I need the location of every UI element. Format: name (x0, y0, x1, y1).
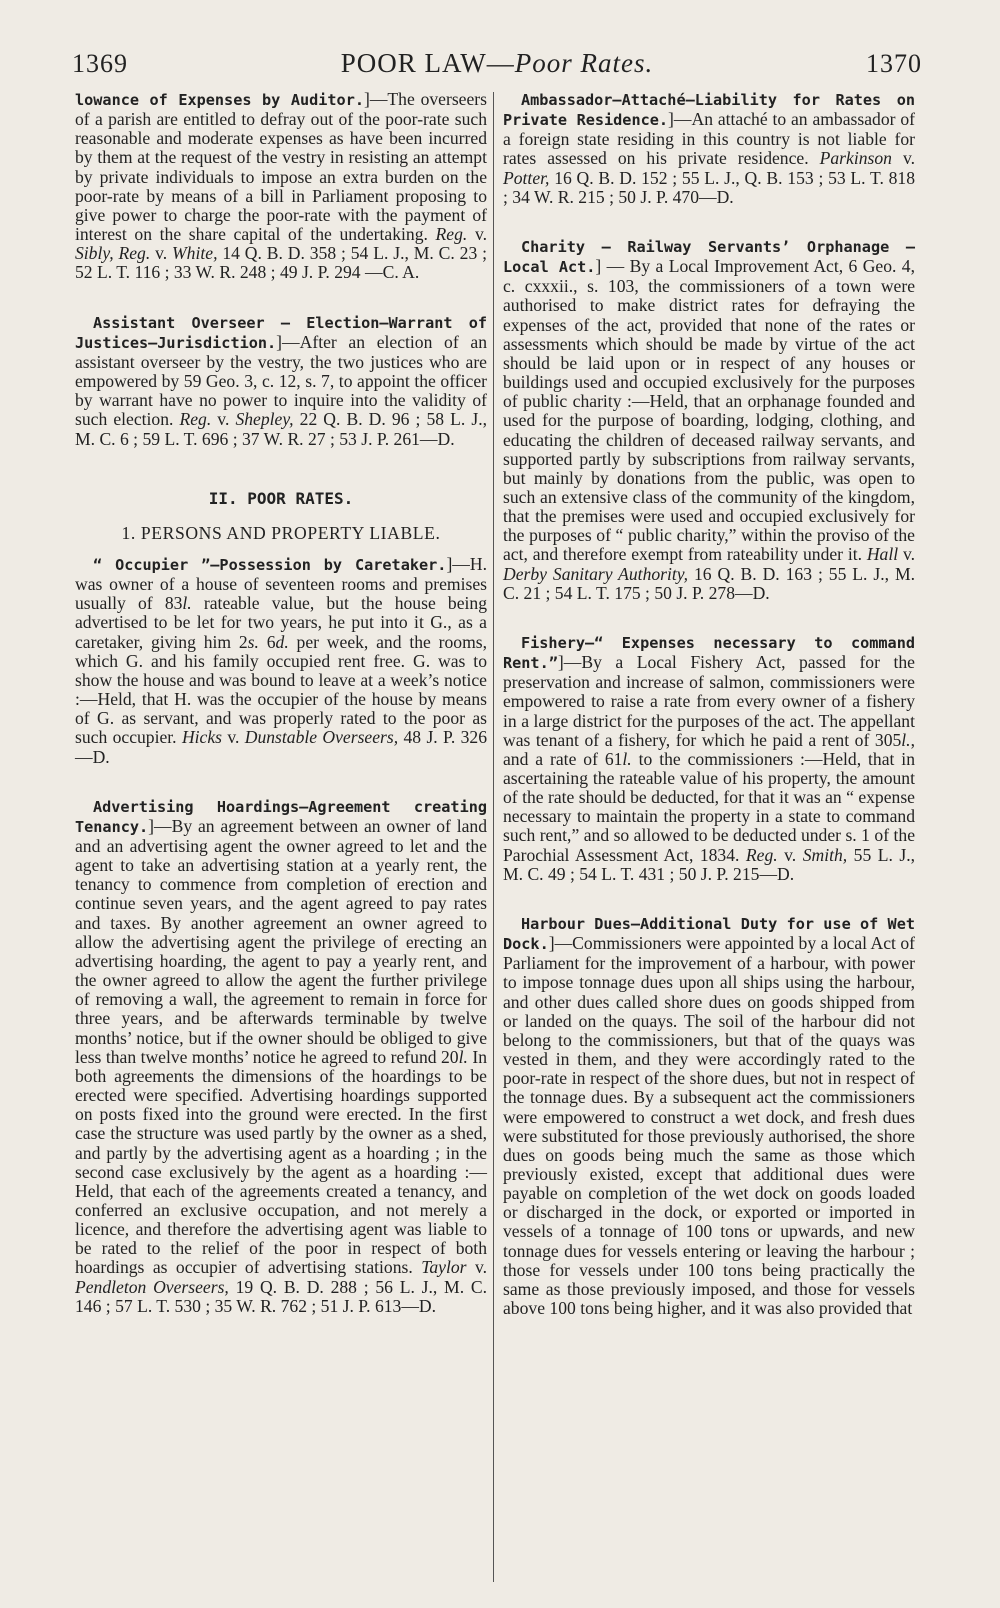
entry-text: Assistant Overseer — Election—Warrant of Justices—Jurisdiction.]—After an election of an assistant overseer by the vestry, the two justices who are empowered by 59 Geo. 3, c. 12, s. 7, to appoint the officer by warrant have no power to inquire into the validity of such election. Reg. v. Shepley, 22 Q. B. D. 96 ; 58 L. J., M. C. 6 ; 59 L. T. 696 ; 37 W. R. 27 ; 53 J. P. 261—D. (75, 313, 487, 449)
citation: 48 J. P. 326—D. (75, 727, 487, 767)
section-heading: II. POOR RATES. (208, 488, 354, 508)
entry-heading: Charity — Railway Servants’ Orphanage — Local Act. (503, 237, 915, 277)
entry-fishery (503, 633, 915, 884)
entry-occupier-caretaker (75, 555, 487, 767)
entry-heading: Advertising Hoardings—Agreement creating Tenancy. (75, 797, 487, 836)
entry-text: lowance of Expenses by Auditor.]—The overseers of a parish are entitled to defray out of the poor-rate such reasonable and moderate expenses as have been incurred by them at the request of the vestry in resisting an attempt by private individuals to impose an extra burden on the poor-rate by means of a bill in Parliament proposing to give power to charge the poor-rate with the payment of interest on the share capital of the undertaking. Reg. v. Sibly, Reg. v. White, 14 Q. B. D. 358 ; 54 L. J., M. C. 23 ; 52 L. T. 116 ; 33 W. R. 248 ; 49 J. P. 294 —C. A. (75, 89, 488, 283)
column-divider (493, 92, 494, 1582)
title-main: POOR LAW— (340, 48, 515, 78)
entry-advertising-hoardings (75, 797, 487, 1316)
page-number-right: 1370 (866, 49, 922, 78)
citation: 19 Q. B. D. 288 ; 56 L. J., M. C. 146 ; 57 L. T. 530 ; 35 W. R. 762 ; 51 J. P. 613—D. (75, 1276, 487, 1316)
entry-text: Ambassador—Attaché—Liability for Rates on Private Residence.]—An attaché to an ambassador of a foreign state residing in this country is not liable for rates assessed on his private residence. Parkinson v. Potter, 16 Q. B. D. 152 ; 55 L. J., Q. B. 153 ; 53 L. T. 818 ; 34 W. R. 215 ; 50 J. P. 470—D. (503, 91, 916, 207)
citation: 14 Q. B. D. 358 ; 54 L. J., M. C. 23 ; 52 L. T. 116 ; 33 W. R. 248 ; 49 J. P. 294 —C. A. (75, 243, 487, 283)
entry-heading: “ Occupier ”—Possession by Caretaker. (93, 555, 447, 574)
entry-harbour-dues (503, 914, 915, 1318)
citation: 16 Q. B. D. 163 ; 55 L. J., M. C. 21 ; 54 L. T. 175 ; 50 J. P. 278—D. (503, 563, 916, 603)
left-column (75, 90, 487, 1346)
entry-heading: Assistant Overseer — Election—Warrant of Justices—Jurisdiction. (75, 313, 487, 352)
entry-text: Fishery—“ Expenses necessary to command Rent.”]—By a Local Fishery Act, passed for the preservation and increase of salmon, commissioners were empowered to raise a rate from every owner of a fishery in a large district for the purposes of the act. The appellant was tenant of a fishery, for which he paid a rent of 305l., and a rate of 61l. to the commissioners :—Held, that in ascertaining the rateable value of his property, the amount of the rate should be deducted, for that it was an “ expense necessary to maintain the property in a state to command such rent,” and so allowed to be deducted under s. 1 of the Parochial Assessment Act, 1834. Reg. v. Smith, 55 L. J., M. C. 49 ; 54 L. T. 431 ; 50 J. P. 215—D. (503, 633, 916, 884)
citation: 16 Q. B. D. 152 ; 55 L. J., Q. B. 153 ; 53 L. T. 818 ; 34 W. R. 215 ; 50 J. P. 470—D. (503, 167, 915, 207)
title-italic: Poor Rates. (514, 48, 654, 78)
entry-heading: Ambassador—Attaché—Liability for Rates on Private Residence. (503, 91, 915, 130)
right-column (503, 90, 915, 1348)
subsection-heading: 1. PERSONS AND PROPERTY LIABLE. (121, 522, 441, 543)
entry-text: Charity — Railway Servants’ Orphanage — Local Act.] — By a Local Improvement Act, 6 Geo. 4, c. cxxxii., s. 103, the commissioners of a town were authorised to make district rates for defraying the expenses of the act, provided that none of the rates or assessments which should be made by virtue of the act should be laid upon or in respect of any houses or buildings used and occupied exclusively for the purposes of public charity :—Held, that an orphanage founded and used for the purpose of boarding, lodging, clothing, and educating the children of deceased railway servants, and supported partly by subscriptions from railway servants, but mainly by donations from the public, was open to such an extensive class of the community of the kingdom, that the premises were used and occupied exclusively for the purposes of “ public charity,” within the proviso of the act, and therefore exempt from rateability under it. Hall v. Derby Sanitary Authority, 16 Q. B. D. 163 ; 55 L. J., M. C. 21 ; 54 L. T. 175 ; 50 J. P. 278—D. (503, 237, 916, 603)
entry-text: Harbour Dues—Additional Duty for use of Wet Dock.]—Commissioners were appointed by a local Act of Parliament for the improvement of a harbour, with power to impose tonnage dues upon all ships using the harbour, and other dues called shore dues on goods shipped from or landed on the quays. The soil of the harbour did not belong to the commissioners, but that of the quays was vested in them, and they were accordingly rated to the poor-rate in respect of the shore dues, but not in respect of the tonnage dues. By a subsequent act the commissioners were empowered to construct a wet dock, and fresh dues were substituted for those previously authorised, the shore dues on goods being much the same as those which previously existed, except that additional dues were payable on completion of the wet dock on goods loaded or discharged in the dock, or exported or imported in vessels of a tonnage of 100 tons or upwards, and new tonnage dues for vessels entering or leaving the harbour ; those for vessels under 100 tons being practically the same as those previously imposed, and those for vessels above 100 tons being higher, and it was also provided that (503, 914, 915, 1319)
entry-ambassador-attache (503, 90, 915, 207)
entry-text: Advertising Hoardings—Agreement creating Tenancy.]—By an agreement between an owner of land and an advertising agent the owner agreed to let and the agent to take an advertising station at a yearly rent, the tenancy to commence from completion of erection and continue seven years, and the agent agreed to pay rates and taxes. By another agreement an owner agreed to allow the advertising agent the privilege of erecting an advertising hoarding, the agent to pay a yearly rent, and the owner agreed to allow the agent the further privilege of removing a wall, the agreement to remain in force for three years, and be afterwards terminable by twelve months’ notice, but if the owner should be obliged to give less than twelve months’ notice he agreed to refund 20l. In both agreements the dimensions of the hoardings to be erected were specified. Advertising hoardings supported on posts fixed into the ground were erected. In the first case the structure was used partly by the owner as a shed, and partly by the advertising agent as a hoarding ; in the second case exclusively by the agent as a hoarding :—Held, that each of the agreements created a tenancy, and conferred an exclusive occupation, and not merely a licence, and therefore the advertising agent was liable to be rated to the relief of the poor in respect of both hoardings as occupier of advertising stations. Taylor v. Pendleton Overseers, 19 Q. B. D. 288 ; 56 L. J., M. C. 146 ; 57 L. T. 530 ; 35 W. R. 762 ; 51 J. P. 613—D. (75, 797, 487, 1316)
citation: 55 L. J., M. C. 49 ; 54 L. T. 431 ; 50 J. P. 215—D. (503, 844, 916, 884)
entry-charity-orphanage (503, 237, 915, 603)
entry-auditor-expenses (75, 90, 487, 283)
page-number-left: 1369 (72, 49, 128, 78)
entry-heading: Harbour Dues—Additional Duty for use of Wet Dock. (503, 914, 915, 954)
running-header (72, 48, 922, 82)
entry-heading: Fishery—“ Expenses necessary to command Rent.” (503, 633, 915, 673)
entry-heading: lowance of Expenses by Auditor. (75, 91, 364, 109)
running-title (341, 48, 654, 79)
entry-assistant-overseer (75, 313, 487, 449)
citation: 22 Q. B. D. 96 ; 58 L. J., M. C. 6 ; 59 L. T. 696 ; 37 W. R. 27 ; 53 J. P. 261—D. (75, 409, 487, 449)
entry-text: “ Occupier ”—Possession by Caretaker.]—H. was owner of a house of seventeen rooms and premises usually of 83l. rateable value, but the house being advertised to be let for two years, he put into it G., as a caretaker, giving him 2s. 6d. per week, and the rooms, which G. and his family occupied rent free. G. was to show the house and was bound to leave at a week’s notice :—Held, that H. was the occupier of the house by means of G. as servant, and was properly rated to the poor as such occupier. Hicks v. Dunstable Overseers, 48 J. P. 326—D. (75, 553, 488, 767)
